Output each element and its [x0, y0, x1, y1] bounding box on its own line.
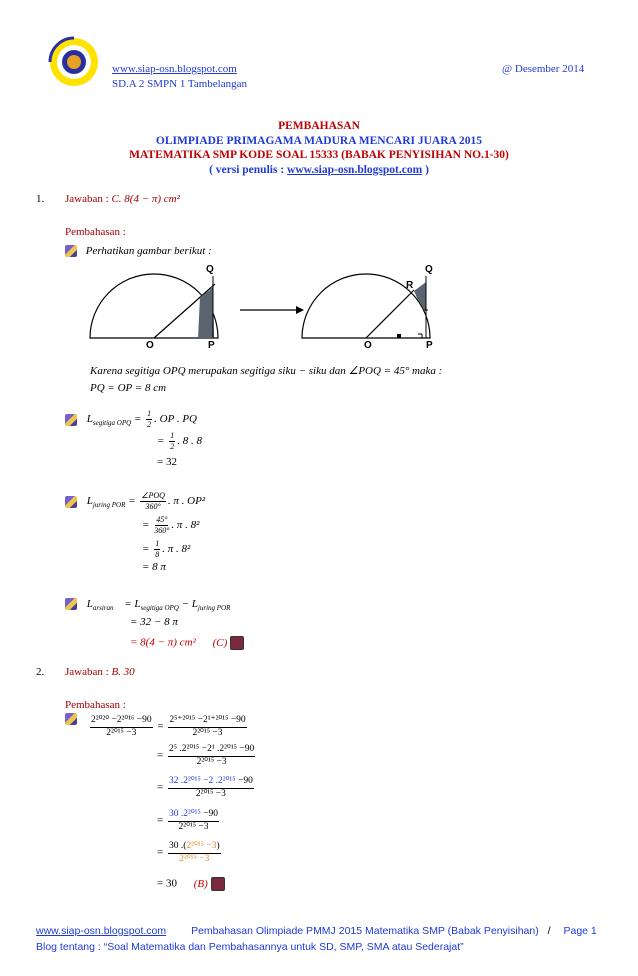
footer-sep: / — [547, 925, 551, 937]
q1-reason1: Karena segitiga OPQ merupakan segitiga siku − siku dan ∠POQ = 45° maka : — [90, 365, 443, 377]
footer — [36, 925, 606, 953]
q1-ars-line3: = 8(4 − π) cm² (C) — [130, 636, 244, 650]
fig-left-p: P — [208, 340, 215, 351]
emoticon-icon — [211, 877, 225, 891]
emoticon-icon — [230, 636, 244, 650]
footer-page: Page 1 — [563, 925, 597, 937]
q2-eq4: = $\frac{\text{30 .2²⁰¹⁵ −90}}{\text{2²⁰¹⁵ −3}}$ — [157, 809, 219, 832]
fig-right-q: Q — [425, 264, 433, 275]
title-line3: MATEMATIKA SMP KODE SOAL 15333 (BABAK PENYISIHAN NO.1-30) — [129, 149, 509, 161]
q1-jur-line3: = $\frac{1}{8}$ . π . 8² — [142, 539, 191, 559]
q2-eq0-expr: $\frac{\text{2²⁰²⁰ −2²⁰¹⁶ −90}}{\text{2²⁰¹⁵ −3}}$ = $\frac{\text{2⁵⁺²⁰¹⁵ −2¹⁺²⁰¹⁵ −90}}{\text{2²⁰¹⁵ −3}}$ — [91, 715, 246, 738]
book-icon — [65, 713, 77, 725]
header-date: @ Desember 2014 — [502, 63, 585, 75]
title-line2: OLIMPIADE PRIMAGAMA MADURA MENCARI JUARA 2015 — [155, 134, 483, 147]
logo — [48, 36, 100, 88]
fig-left-q: Q — [206, 264, 214, 275]
q2-eq5: = $\frac{\text{30 .(2²⁰¹⁵ −3)}}{\text{2²⁰¹⁵ −3}}$ — [157, 841, 220, 864]
book-icon — [65, 414, 77, 426]
q1-jur-line1: $L_{juring POR}$ = $\frac{\text{∠POQ}}{360^\circ}$ . π . OP² — [65, 492, 205, 511]
q1-jur-line4: = 8 π — [142, 561, 166, 573]
q2-eq3: = $\frac{\text{32 .2²⁰¹⁵ −2 .2²⁰¹⁵ −90}}{\text{2²⁰¹⁵ −3}}$ — [157, 776, 253, 799]
q1-ars-line2: = 32 − 8 π — [130, 616, 178, 628]
book-icon — [65, 496, 77, 508]
q2-eq6: = 30 (B) — [157, 877, 225, 891]
q1-answer: Jawaban : C. 8(4 − π) cm² — [65, 193, 180, 205]
q1-tri-line2: = $\frac{1}{2}$ . 8 . 8 — [157, 431, 202, 451]
fig-right-o: O — [364, 340, 372, 351]
q1-figure — [80, 262, 450, 354]
fig-left-o: O — [146, 340, 154, 351]
footer-blog: Blog tentang : “Soal Matematika dan Pembahasannya untuk SD, SMP, SMA atau Sederajat” — [36, 941, 464, 953]
header-site-link[interactable]: www.siap-osn.blogspot.com — [112, 63, 237, 75]
q2-eq2: = $\frac{\text{2⁵ .2²⁰¹⁵ −2¹ .2²⁰¹⁵ −90}}{\text{2²⁰¹⁵ −3}}$ — [157, 744, 255, 767]
q2-eq0 — [65, 713, 77, 725]
q1-ars-line1: $L_{arsiran} = L_{segitiga OPQ} - L_{juring POR}$ — [65, 598, 230, 612]
book-icon — [65, 245, 77, 257]
book-icon — [65, 598, 77, 610]
q1-tri-line3: = 32 — [157, 456, 177, 468]
q1-number: 1. — [36, 193, 45, 205]
q1-jur-line2: = $\frac{45^\circ}{360^\circ}$ . π . 8² — [142, 515, 200, 535]
q2-number: 2. — [36, 666, 45, 678]
title-link[interactable]: www.siap-osn.blogspot.com — [287, 163, 423, 176]
q1-tri-line1: $L_{segitiga OPQ}$ = $\frac{1}{2}$ . OP . PQ — [65, 410, 197, 429]
q1-reason2: PQ = OP = 8 cm — [90, 382, 167, 394]
header-author: SD.A 2 SMPN 1 Tambelangan — [112, 78, 248, 90]
q1-intro: Perhatikan gambar berikut : — [65, 245, 212, 257]
footer-site-link[interactable]: www.siap-osn.blogspot.com — [36, 925, 167, 937]
q2-answer: Jawaban : B. 30 — [65, 666, 135, 678]
q2-discussion-label: Pembahasan : — [65, 699, 126, 711]
fig-right-p: P — [426, 340, 433, 351]
title-line4: ( versi penulis : www.siap-osn.blogspot.com ) — [209, 163, 429, 176]
title-line1: PEMBAHASAN — [278, 120, 360, 132]
q1-discussion-label: Pembahasan : — [65, 226, 126, 238]
page-title — [0, 119, 638, 177]
footer-desc: Pembahasan Olimpiade PMMJ 2015 Matematika SMP (Babak Penyisihan) — [191, 925, 539, 937]
fig-right-r: R — [406, 280, 414, 291]
